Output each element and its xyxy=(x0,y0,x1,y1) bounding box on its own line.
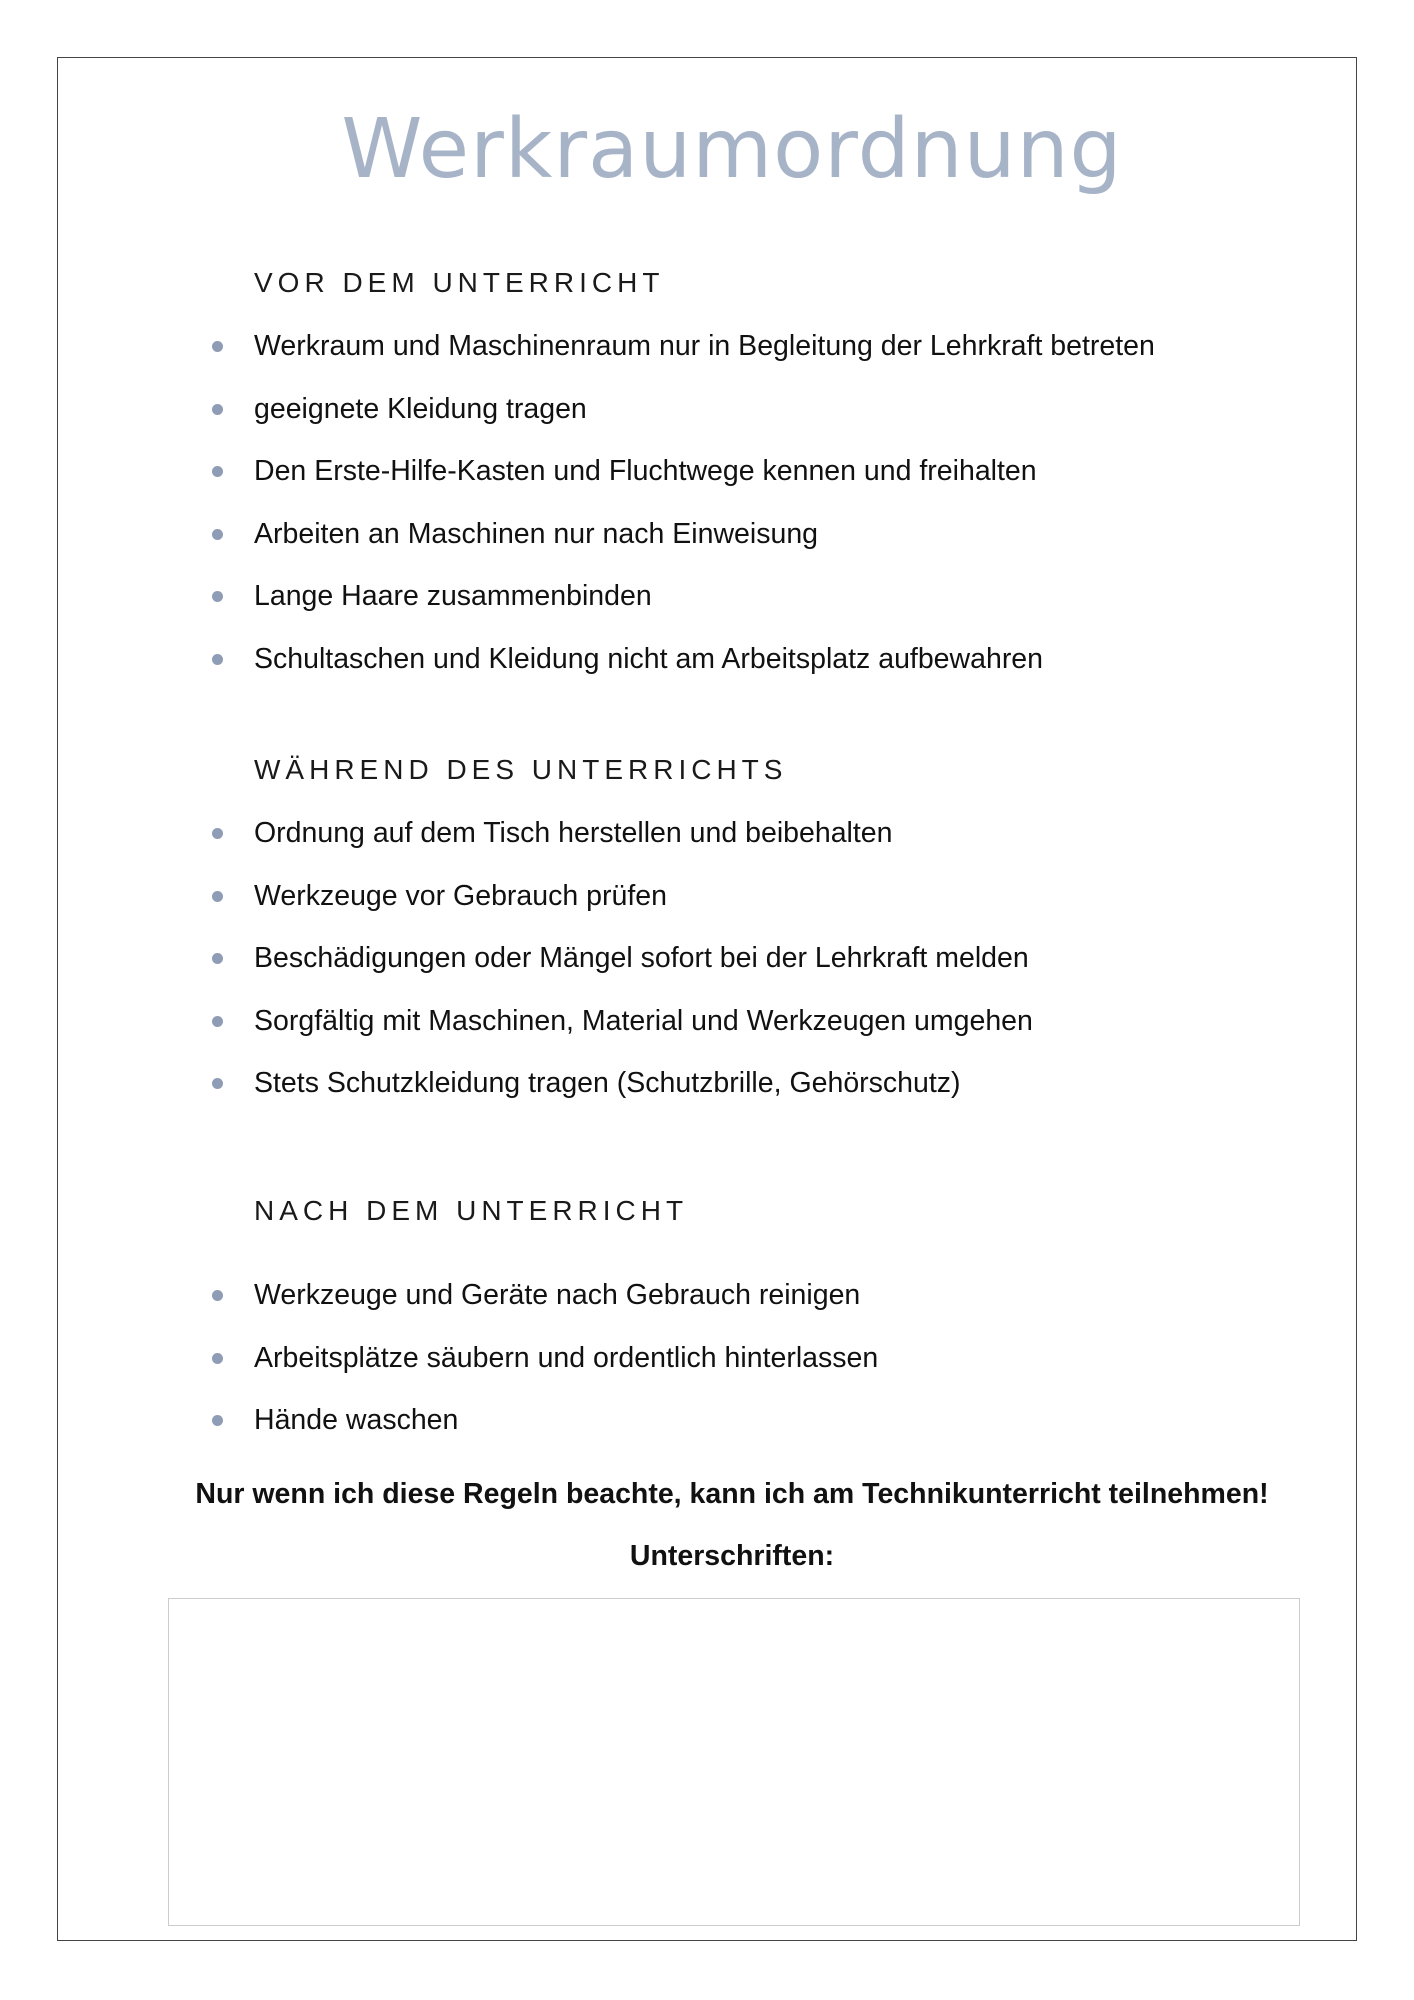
list-item-text: Lange Haare zusammenbinden xyxy=(254,580,652,613)
list-item-text: Ordnung auf dem Tisch herstellen und beibehalten xyxy=(254,817,893,849)
list-after-class xyxy=(0,1264,878,1452)
list-item xyxy=(0,503,1155,566)
bullet-icon xyxy=(212,341,223,352)
bullet-icon xyxy=(212,1353,223,1364)
list-item xyxy=(0,628,1155,691)
list-item-text: Werkraum und Maschinenraum nur in Begleitung der Lehrkraft betreten xyxy=(254,330,1155,362)
list-item xyxy=(0,378,1155,441)
list-item xyxy=(0,1327,878,1390)
list-item xyxy=(0,565,1155,628)
bullet-icon xyxy=(212,591,223,602)
list-item xyxy=(0,1264,878,1327)
signature-label: Unterschriften: xyxy=(629,1540,835,1572)
section-heading-during-class: WÄHREND DES UNTERRICHTS xyxy=(254,754,788,785)
list-during-class xyxy=(0,802,1033,1115)
bullet-icon xyxy=(212,1078,223,1089)
bullet-icon xyxy=(212,953,223,964)
list-item-text: Werkzeuge vor Gebrauch prüfen xyxy=(254,879,667,912)
list-item xyxy=(0,1052,1033,1115)
list-item-text: geeignete Kleidung tragen xyxy=(254,392,587,425)
bullet-icon xyxy=(212,891,223,902)
list-item xyxy=(0,1389,878,1452)
bullet-icon xyxy=(212,1415,223,1426)
page-title: Werkraumordnung xyxy=(341,102,1123,197)
bullet-icon xyxy=(212,404,223,415)
bullet-icon xyxy=(212,1016,223,1027)
list-item xyxy=(0,927,1033,990)
list-item-text: Beschädigungen oder Mängel sofort bei der Lehrkraft melden xyxy=(254,942,1029,975)
bullet-icon xyxy=(212,1290,223,1301)
list-item xyxy=(0,802,1033,865)
list-item xyxy=(0,315,1155,378)
list-item-text: Hände waschen xyxy=(254,1404,459,1437)
section-heading-before-class: VOR DEM UNTERRICHT xyxy=(254,267,665,298)
signature-box[interactable] xyxy=(168,1598,1300,1926)
list-before-class xyxy=(0,315,1155,691)
section-heading-after-class: NACH DEM UNTERRICHT xyxy=(254,1195,689,1226)
list-item-text: Schultaschen und Kleidung nicht am Arbeitsplatz aufbewahren xyxy=(254,642,1044,675)
closing-note: Nur wenn ich diese Regeln beachte, kann ich am Technikunterricht teilnehmen! xyxy=(195,1478,1269,1510)
bullet-icon xyxy=(212,828,223,839)
list-item-text: Arbeitsplätze säubern und ordentlich hinterlassen xyxy=(254,1341,879,1374)
bullet-icon xyxy=(212,466,223,477)
list-item xyxy=(0,440,1155,503)
list-item-text: Sorgfältig mit Maschinen, Material und Werkzeugen umgehen xyxy=(254,1004,1033,1037)
list-item-text: Stets Schutzkleidung tragen (Schutzbrille, Gehörschutz) xyxy=(254,1067,961,1100)
list-item-text: Werkzeuge und Geräte nach Gebrauch reinigen xyxy=(254,1279,861,1311)
list-item xyxy=(0,990,1033,1053)
list-item xyxy=(0,865,1033,928)
list-item-text: Arbeiten an Maschinen nur nach Einweisung xyxy=(254,517,819,550)
list-item-text: Den Erste-Hilfe-Kasten und Fluchtwege kennen und freihalten xyxy=(254,455,1037,488)
bullet-icon xyxy=(212,654,223,665)
bullet-icon xyxy=(212,529,223,540)
